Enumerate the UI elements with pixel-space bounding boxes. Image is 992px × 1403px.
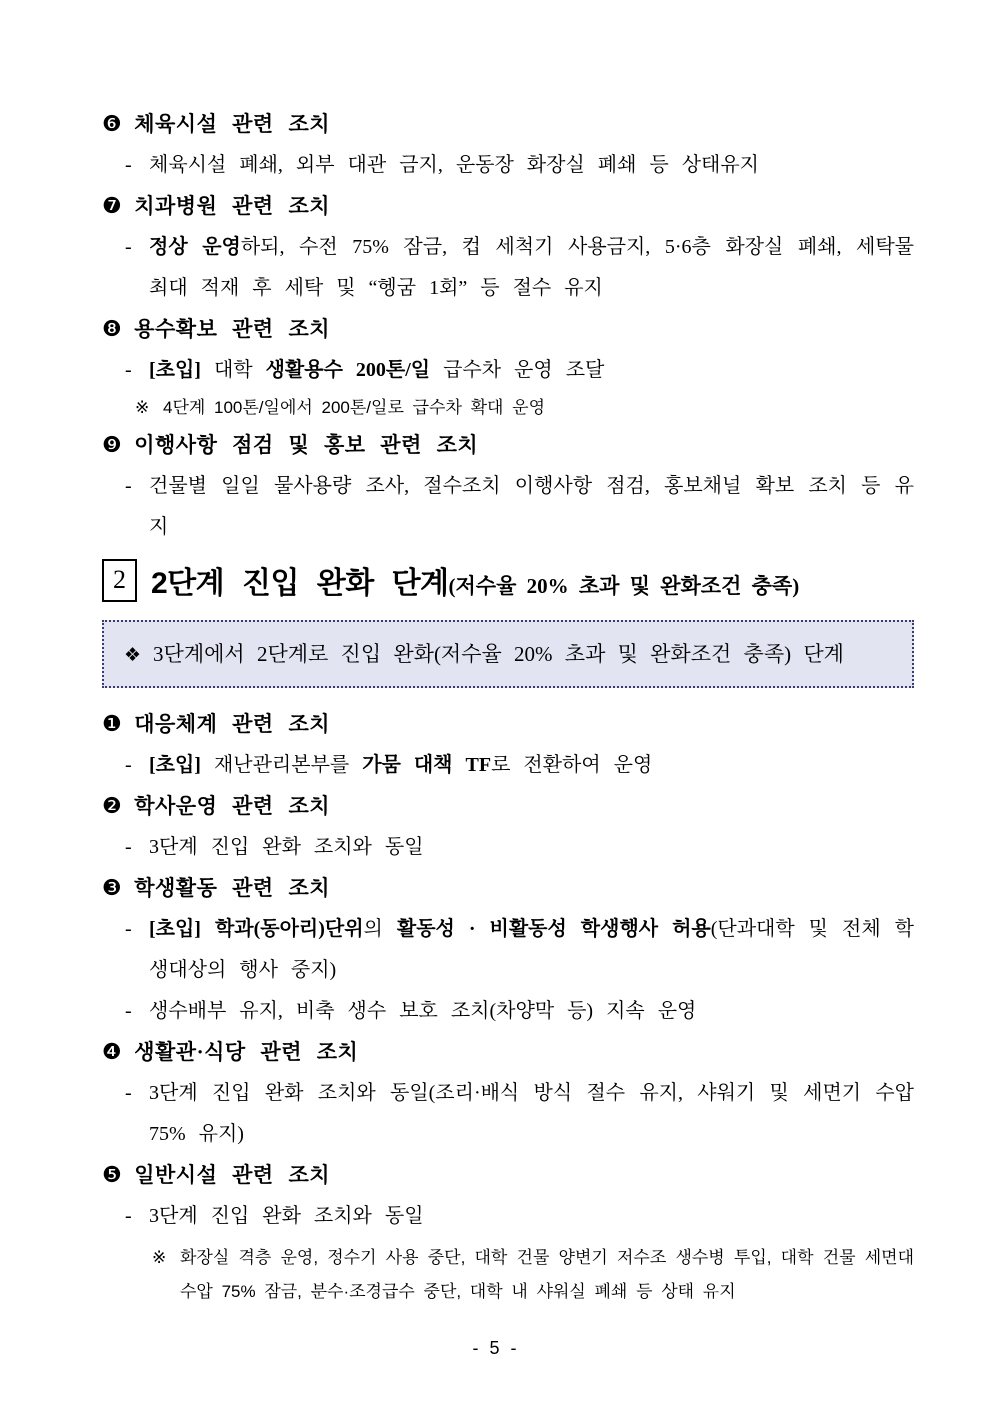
text-segment: 3단계 진입 완화 조치와 동일 — [149, 1205, 424, 1227]
text-segment: 급수차 운영 조달 — [430, 359, 605, 381]
item-number-icon: ❺ — [102, 1162, 123, 1188]
section-title: 2단계 진입 완화 단계 — [151, 567, 449, 600]
item-number-icon: ❹ — [102, 1039, 123, 1065]
dash-marker: - — [125, 754, 132, 776]
dash-marker: - — [125, 359, 132, 381]
item-title-text: 대응체계 관련 조치 — [134, 712, 331, 736]
text-segment: 대학 — [200, 359, 266, 381]
text-segment: 재난관리본부를 — [200, 754, 363, 776]
line-text — [149, 991, 914, 1032]
measure-item — [102, 186, 914, 309]
item-title — [102, 1032, 914, 1073]
dash-marker: - — [125, 1082, 132, 1104]
line-text — [149, 466, 914, 548]
item-title — [102, 1155, 914, 1196]
measure-item — [102, 1032, 914, 1155]
text-segment: (단과대학 및 전체 학생대상의 행사 중지) — [149, 918, 914, 981]
item-title — [102, 186, 914, 227]
text-segment: [초입] — [149, 359, 201, 381]
text-segment: [초입] — [149, 754, 201, 776]
item-title — [102, 704, 914, 745]
line-text — [180, 1241, 914, 1309]
item-number-icon: ❼ — [102, 193, 123, 219]
item-number-icon: ❷ — [102, 793, 123, 819]
item-title — [102, 868, 914, 909]
text-segment: 로 전환하여 운영 — [491, 754, 653, 776]
item-title-text: 이행사항 점검 및 홍보 관련 조치 — [134, 433, 479, 457]
diamond-icon: ❖ — [124, 644, 142, 666]
line-text — [149, 827, 914, 868]
bullet-line — [102, 1073, 914, 1155]
bullet-line — [102, 350, 914, 391]
page-number: - 5 - — [472, 1338, 520, 1358]
callout-box — [102, 620, 914, 688]
line-text — [149, 1196, 914, 1237]
item-title-text: 일반시설 관련 조치 — [134, 1163, 331, 1187]
dash-marker: - — [125, 836, 132, 858]
bullet-line — [102, 745, 914, 786]
text-segment: 3단계 진입 완화 조치와 동일(조리·배식 방식 절수 유지, 샤워기 및 세면기 수압 75% 유지) — [149, 1082, 914, 1145]
measure-item — [102, 309, 914, 425]
text-segment: [초입] — [149, 918, 201, 940]
item-title — [102, 309, 914, 350]
item-title — [102, 425, 914, 466]
item-title-text: 학생활동 관련 조치 — [134, 876, 331, 900]
text-segment: 생수배부 유지, 비축 생수 보호 조치(차양막 등) 지속 운영 — [149, 1000, 697, 1022]
note-line — [102, 391, 914, 425]
dash-marker: - — [125, 1000, 132, 1022]
note-line — [102, 1237, 914, 1309]
line-text — [149, 745, 914, 786]
text-segment: 학과(동아리)단위 — [214, 918, 364, 940]
text-segment: 활동성 · 비활동성 학생행사 허용 — [396, 918, 711, 940]
item-number-icon: ❾ — [102, 432, 123, 458]
bullet-line — [102, 466, 914, 548]
text-segment: 3단계 진입 완화 조치와 동일 — [149, 836, 424, 858]
item-title-text: 용수확보 관련 조치 — [134, 317, 331, 341]
dash-marker: - — [125, 475, 132, 497]
item-number-icon: ❶ — [102, 711, 123, 737]
text-segment — [201, 918, 215, 940]
section-title-wrap — [151, 558, 799, 602]
text-segment: 하되, 수전 75% 잠금, 컵 세척기 사용금지, 5·6층 화장실 폐쇄, 세탁물 최대 적재 후 세탁 및 “헹굼 1회” 등 절수 유지 — [149, 236, 915, 299]
measure-item — [102, 104, 914, 186]
measure-item — [102, 1155, 914, 1309]
text-segment: 4단계 100톤/일에서 200톤/일로 급수차 확대 운영 — [163, 398, 545, 417]
section-title-condition: (저수율 20% 초과 및 완화조건 충족) — [448, 574, 800, 598]
text-segment: 화장실 격층 운영, 정수기 사용 중단, 대학 건물 양변기 저수조 생수병 투입, 대학 건물 세면대 수압 75% 잠금, 분수·조경급수 중단, 대학 내 샤워실 폐쇄 등 상태 유지 — [180, 1248, 914, 1301]
item-number-icon: ❽ — [102, 316, 123, 342]
text-segment: 체육시설 폐쇄, 외부 대관 금지, 운동장 화장실 폐쇄 등 상태유지 — [149, 154, 759, 176]
measure-item — [102, 786, 914, 868]
line-text — [149, 227, 914, 309]
section-number-box: 2 — [102, 559, 137, 602]
item-title-text: 체육시설 관련 조치 — [134, 112, 331, 136]
line-text — [149, 909, 914, 991]
line-text — [149, 1073, 914, 1155]
line-text — [163, 391, 914, 425]
reference-mark-icon: ※ — [135, 398, 150, 417]
bullet-line — [102, 227, 914, 309]
bullet-line — [102, 909, 914, 991]
bullet-line — [102, 991, 914, 1032]
item-number-icon: ❸ — [102, 875, 123, 901]
item-title-text: 치과병원 관련 조치 — [134, 194, 331, 218]
dash-marker: - — [125, 154, 132, 176]
text-segment: 정상 운영 — [149, 236, 241, 258]
item-title-text: 학사운영 관련 조치 — [134, 794, 331, 818]
measure-item — [102, 425, 914, 548]
section2-header — [102, 558, 914, 602]
dash-marker: - — [125, 236, 132, 258]
line-text — [149, 145, 914, 186]
text-segment: 의 — [363, 918, 397, 940]
callout-text: 3단계에서 2단계로 진입 완화(저수율 20% 초과 및 완화조건 충족) 단계 — [153, 642, 844, 666]
bullet-line — [102, 1196, 914, 1237]
section1-items — [102, 104, 914, 548]
text-segment: 생활용수 200톤/일 — [265, 359, 431, 381]
item-title-text: 생활관·식당 관련 조치 — [134, 1040, 359, 1064]
reference-mark-icon: ※ — [152, 1248, 167, 1267]
measure-item — [102, 868, 914, 1032]
line-text — [149, 350, 914, 391]
bullet-line — [102, 145, 914, 186]
text-segment: 건물별 일일 물사용량 조사, 절수조치 이행사항 점검, 홍보채널 확보 조치 등 유지 — [149, 475, 914, 538]
item-title — [102, 786, 914, 827]
section2-items — [102, 704, 914, 1309]
item-title — [102, 104, 914, 145]
text-segment: 가뭄 대책 TF — [362, 754, 492, 776]
bullet-line — [102, 827, 914, 868]
item-number-icon: ❻ — [102, 111, 123, 137]
dash-marker: - — [125, 918, 132, 940]
measure-item — [102, 704, 914, 786]
dash-marker: - — [125, 1205, 132, 1227]
